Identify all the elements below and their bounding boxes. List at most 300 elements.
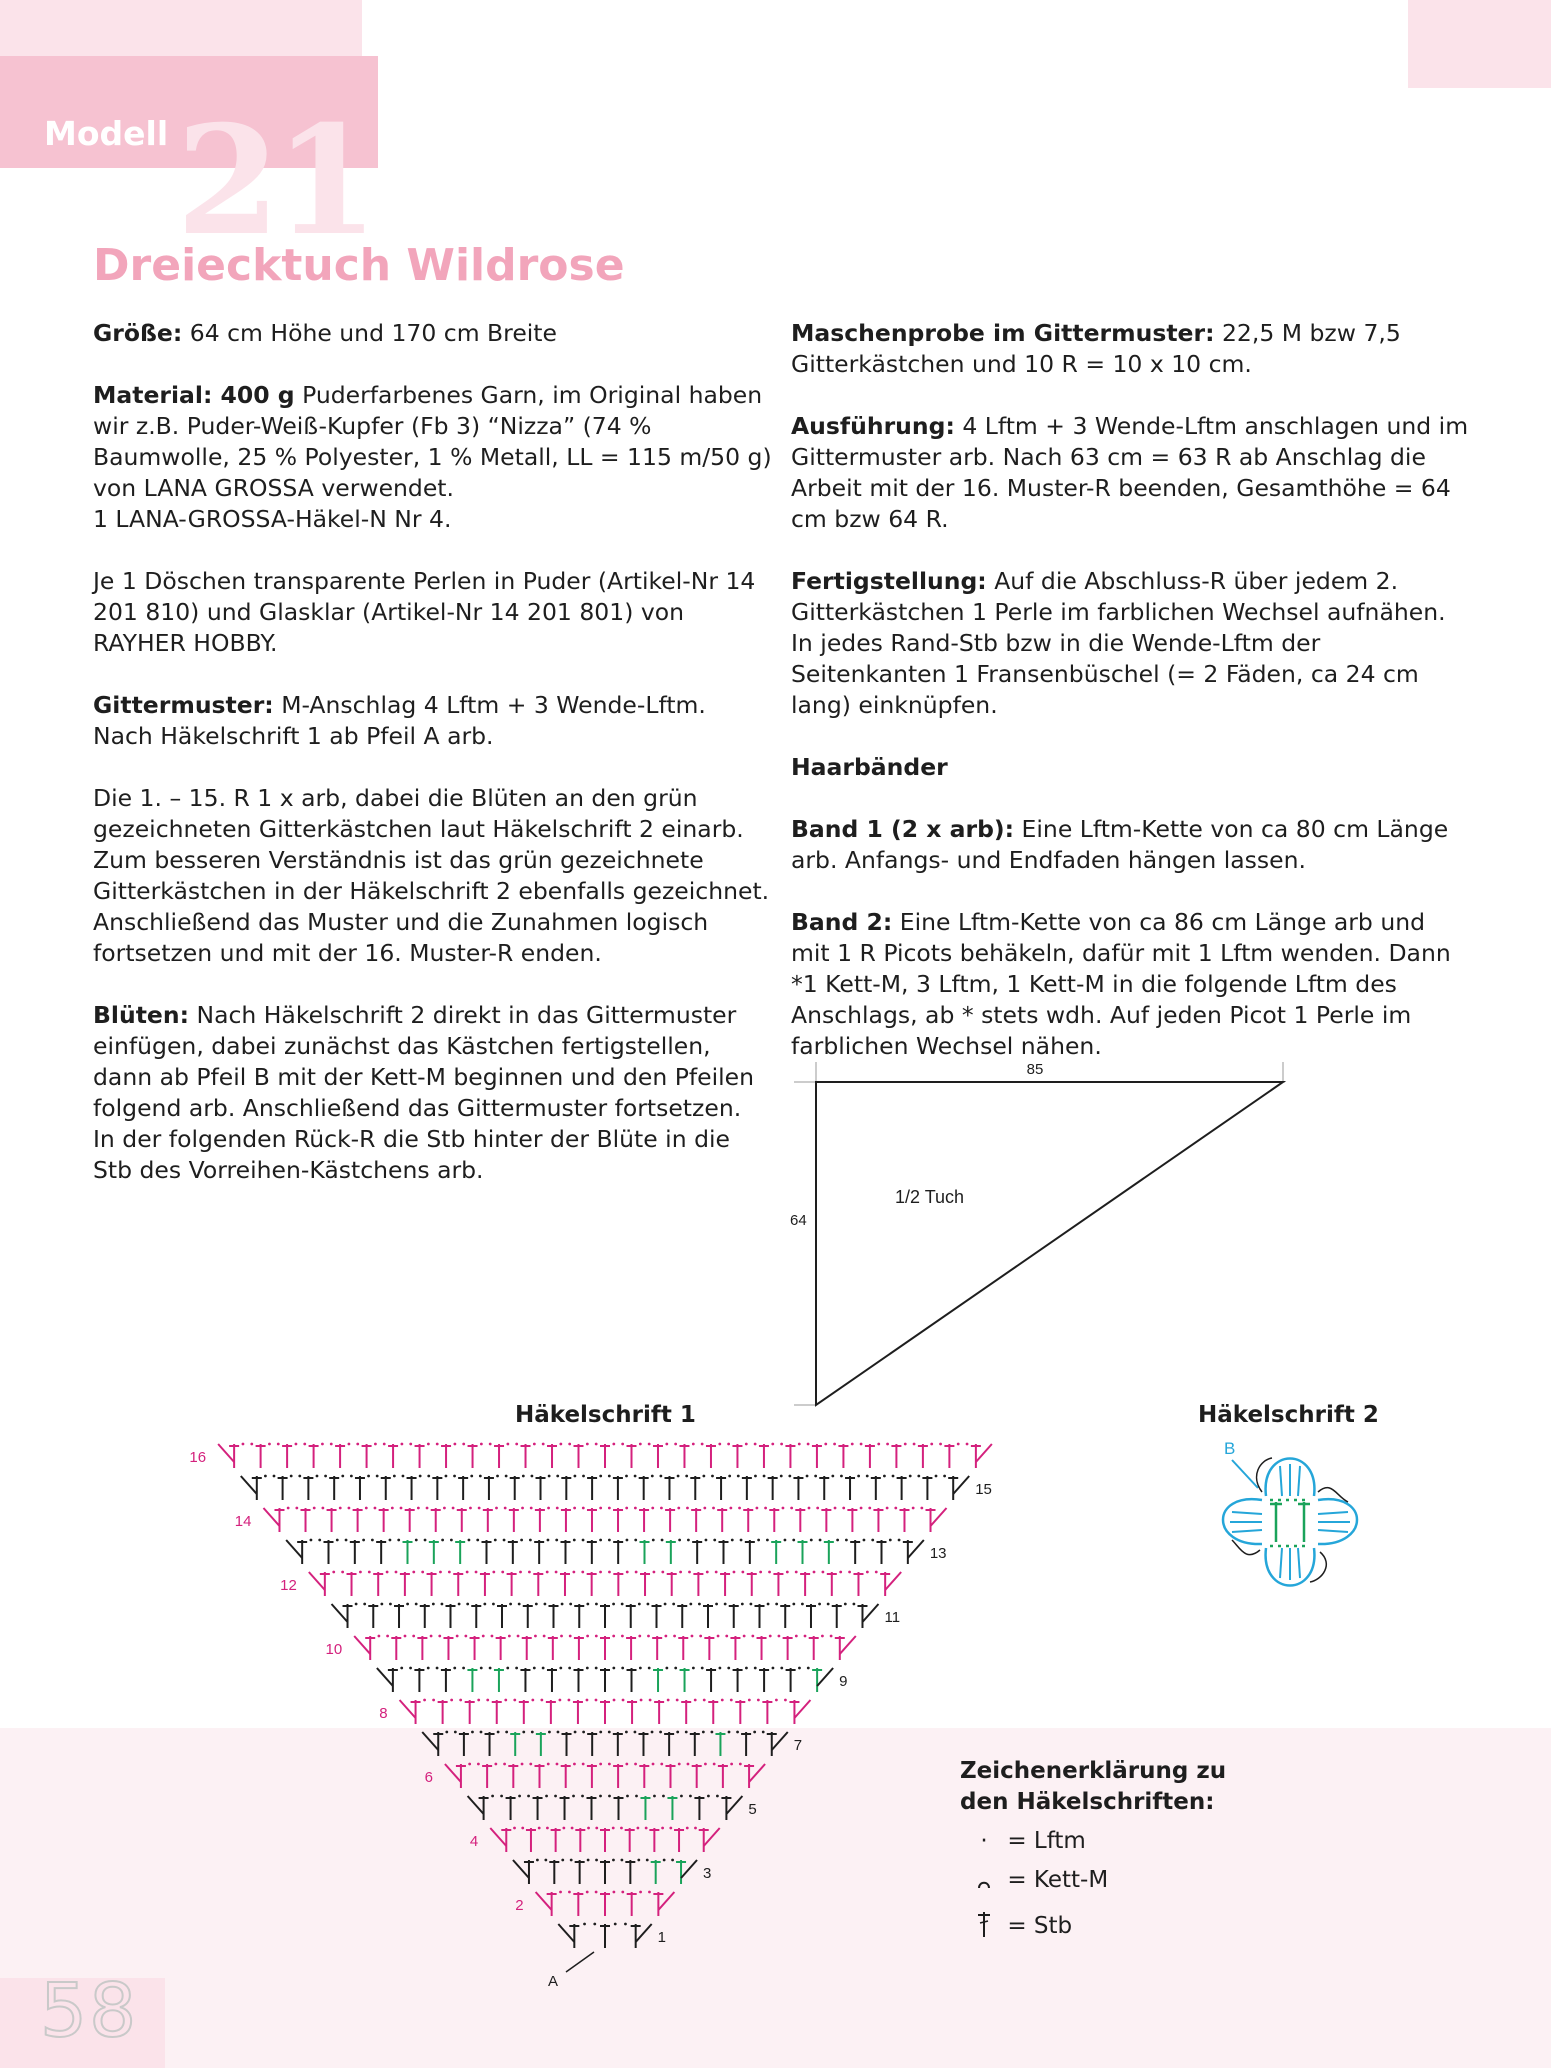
stitch-stb — [309, 1443, 333, 1468]
stitch-stb — [926, 1508, 936, 1532]
stitch-stb — [482, 1763, 506, 1788]
stitch-stb — [762, 1699, 786, 1724]
stitch-stb — [480, 1571, 504, 1596]
stitch-stb — [547, 1667, 571, 1692]
stitch-stb — [569, 1923, 596, 1948]
stitch-stb — [694, 1795, 718, 1820]
stitch-stb — [944, 1443, 968, 1468]
stitch-stb — [729, 1603, 753, 1628]
stitch-stb — [562, 1731, 586, 1756]
stitch-stb — [468, 1443, 492, 1468]
stitch-stb — [871, 1475, 895, 1500]
stitch-stb — [783, 1635, 807, 1660]
stitch-stb — [429, 1539, 453, 1564]
stitch-stb — [483, 1507, 507, 1532]
stitch-stb — [520, 1667, 544, 1692]
stitch-stb — [719, 1539, 743, 1564]
stitch-stb — [708, 1699, 732, 1724]
stitch-stb — [677, 1603, 701, 1628]
stitch-stb — [665, 1507, 689, 1532]
stitch-stb — [561, 1763, 585, 1788]
stitch-stb — [600, 1443, 624, 1468]
legend-title: Zeichenerklärung zu den Häkelschriften: — [960, 1758, 1227, 1815]
chart1-row — [422, 1731, 788, 1756]
stitch-stb — [922, 1475, 946, 1500]
stitch-stb — [715, 1731, 739, 1756]
band2-paragraph: Band 2: Eine Lftm-Kette von ca 86 cm Länge arb und mit 1 R Picots behäkeln, dafür mit 1 Lftm wenden. Dann *1 Kett-M, 3 Lftm, 1 Kett-M in die folgende Lftm des Anschlags, ab * stets wdh. Auf jeden Picot 1 Perle im farblichen Wechsel nähen. — [791, 908, 1451, 1060]
stitch-stb — [353, 1507, 377, 1532]
stitch-stb — [703, 1603, 727, 1628]
stitch-stb — [744, 1764, 754, 1788]
stitch-stb — [365, 1635, 389, 1660]
chart1-title: Häkelschrift 1 — [515, 1402, 696, 1428]
stitch-stb — [446, 1603, 470, 1628]
stitch-stb — [759, 1443, 783, 1468]
stitch-stb — [625, 1827, 648, 1852]
stitch-stb — [664, 1475, 688, 1500]
row-number-label: 7 — [793, 1737, 803, 1754]
stitch-stb — [845, 1475, 869, 1500]
stitch-stb — [717, 1507, 741, 1532]
stitch-stb — [600, 1635, 624, 1660]
stitch-stb — [667, 1795, 691, 1820]
stitch-stb — [690, 1731, 714, 1756]
stitch-stb — [720, 1571, 744, 1596]
stitch-stb — [809, 1635, 833, 1660]
stitch-stb — [838, 1443, 862, 1468]
chart2-arrow-label: B — [1224, 1439, 1236, 1458]
stitch-stb — [533, 1795, 557, 1820]
stitch-stb — [789, 1700, 799, 1724]
stitch-stb — [853, 1571, 877, 1596]
schematic-shape-label: 1/2 Tuch — [895, 1187, 965, 1207]
stitch-stb — [574, 1603, 598, 1628]
blueten-paragraph: Blüten: Nach Häkelschrift 2 direkt in das Gittermuster einfügen, dabei zunächst das Kästchen fertigstellen, dann ab Pfeil B mit der Kett-M beginnen und den Pfeilen folgend arb. Anschließend das Gittermuster fortsetzen. In der folgenden Rück-R die Stb hinter der Blüte in die Stb des Vorreihen-Kästchens arb. — [93, 1001, 755, 1184]
stitch-stb — [873, 1507, 897, 1532]
modell-label: Modell — [44, 114, 169, 153]
stitch-stb — [407, 1475, 431, 1500]
schematic-height-label: 64 — [790, 1212, 807, 1229]
stitch-stb — [613, 1795, 637, 1820]
row-number-label: 9 — [839, 1673, 848, 1690]
stitch-stb — [574, 1635, 598, 1660]
fertigstellung-paragraph: Fertigstellung: Auf die Abschluss-R über jedem 2. Gitterkästchen 1 Perle im farblichen Wechsel aufnähen. In jedes Rand-Stb bzw in die Wende-Lftm der Seitenkanten 1 Fransenbüschel (= 2 Fäden, ca 24 cm lang) einknüpfen. — [791, 567, 1446, 719]
legend-item-lftm: · = Lftm — [968, 1828, 1086, 1858]
stitch-stb — [759, 1667, 783, 1692]
stitch-stb — [613, 1763, 637, 1788]
stitch-stb — [721, 1796, 731, 1820]
flower-center-box — [1270, 1500, 1310, 1546]
row-number-label: 2 — [515, 1897, 524, 1914]
stitch-stb — [832, 1603, 856, 1628]
stitch-stb — [771, 1539, 795, 1564]
chart1-row — [468, 1795, 743, 1820]
stitch-stb — [549, 1603, 573, 1628]
stitch-stb — [536, 1475, 560, 1500]
stitch-stb — [665, 1763, 689, 1788]
stitch-stb — [362, 1443, 386, 1468]
stitch-stb — [376, 1539, 400, 1564]
stitch-stb — [549, 1859, 572, 1884]
stitch-stb — [536, 1731, 560, 1756]
stitch-stb — [547, 1891, 571, 1916]
stitch-stb — [667, 1571, 691, 1596]
stitch-stb — [535, 1763, 559, 1788]
stitch-stb — [627, 1667, 651, 1692]
stitch-stb — [613, 1507, 637, 1532]
row-number-label: 16 — [189, 1449, 207, 1466]
stitch-stb — [768, 1475, 792, 1500]
stitch-stb — [795, 1507, 819, 1532]
stitch-stb — [627, 1891, 651, 1916]
stitch-stb — [827, 1571, 851, 1596]
stitch-stb — [335, 1443, 359, 1468]
stitch-stb — [459, 1731, 483, 1756]
stitch-stb — [350, 1539, 374, 1564]
stitch-stb — [560, 1571, 584, 1596]
stitch-stb — [282, 1443, 306, 1468]
stitch-stb — [899, 1507, 923, 1532]
stitch-stb — [693, 1571, 717, 1596]
stitch-stb — [467, 1667, 491, 1692]
stitch-stb — [547, 1443, 571, 1468]
material-paragraph: Material: 400 g Puderfarbenes Garn, im Original haben wir z.B. Puder-Weiß-Kupfer (Fb 3) “Nizza” (74 % Baumwolle, 25 % Polyester, 1 % Metall, LL = 115 m/50 g) von LANA GROSSA verwendet. 1 LANA-GROSSA-Häkel-N Nr 4. — [93, 381, 772, 533]
chart1-row — [558, 1923, 651, 1948]
stitch-stb — [575, 1859, 598, 1884]
stitch-stb — [456, 1763, 480, 1788]
stitch-stb — [521, 1443, 545, 1468]
stitch-stb — [347, 1571, 371, 1596]
stitch-stb — [509, 1507, 533, 1532]
stitch-stb — [653, 1667, 677, 1692]
stitch-stb — [625, 1859, 648, 1884]
row-number-label: 10 — [325, 1641, 343, 1658]
row-number-label: 12 — [280, 1577, 297, 1594]
stitch-stb — [522, 1635, 546, 1660]
stitch-stb — [785, 1443, 809, 1468]
stitch-stb — [640, 1571, 664, 1596]
stitch-stb — [735, 1699, 759, 1724]
chart1-row — [241, 1475, 969, 1500]
stitch-stb — [600, 1827, 623, 1852]
legend-item-kett-m: = Kett-M — [968, 1867, 1108, 1897]
stitch-stb — [780, 1603, 804, 1628]
stitch-stb — [415, 1443, 439, 1468]
stitch-stb — [355, 1475, 379, 1500]
chart1-row — [377, 1667, 833, 1692]
haarbaender-heading: Haarbänder — [791, 753, 948, 781]
stitch-stb — [897, 1475, 921, 1500]
stitch-stb — [692, 1763, 716, 1788]
stitch-stb — [640, 1795, 664, 1820]
stitch-stb — [877, 1539, 901, 1564]
stitch-stb — [613, 1475, 637, 1500]
stitch-stb — [574, 1443, 598, 1468]
stitch-stb — [626, 1443, 650, 1468]
stitch-stb — [903, 1540, 913, 1564]
stitch-stb — [918, 1443, 942, 1468]
stitch-stb — [639, 1507, 663, 1532]
stitch-stb — [274, 1507, 298, 1532]
stitch-stb — [654, 1699, 678, 1724]
stitch-stb — [575, 1827, 598, 1852]
stitch-stb — [757, 1635, 781, 1660]
chart1-row — [490, 1827, 719, 1852]
stitch-stb — [730, 1635, 754, 1660]
schematic-width-label: 85 — [1026, 1061, 1044, 1078]
stitch-stb — [494, 1667, 518, 1692]
stitch-stb — [320, 1571, 344, 1596]
stitch-stb — [458, 1475, 482, 1500]
stitch-stb — [534, 1539, 558, 1564]
page-title: Dreiecktuch Wildrose — [93, 240, 625, 291]
stitch-stb — [691, 1507, 715, 1532]
stitch-stb — [402, 1539, 426, 1564]
chart1-row — [354, 1635, 856, 1660]
stitch-stb — [666, 1539, 690, 1564]
slip-stitch-icon — [968, 1867, 1000, 1893]
stitch-stb — [718, 1763, 742, 1788]
stitch-stb — [508, 1763, 532, 1788]
stitch-stb — [381, 1475, 405, 1500]
stitch-stb — [674, 1827, 697, 1852]
row-number-label: 6 — [424, 1769, 433, 1786]
stitch-stb — [479, 1795, 503, 1820]
stitch-stb — [971, 1444, 981, 1468]
stitch-stb — [754, 1603, 778, 1628]
row-number-label: 15 — [975, 1481, 992, 1498]
stitch-stb — [651, 1603, 675, 1628]
stitch-stb — [391, 1635, 415, 1660]
stitch-stb — [745, 1539, 769, 1564]
stitch-stb — [506, 1795, 530, 1820]
stitch-stb — [465, 1699, 489, 1724]
stitch-stb — [680, 1667, 704, 1692]
chart1-row — [513, 1859, 697, 1884]
crochet-chart-2 — [1210, 1436, 1390, 1616]
stitch-stb — [798, 1539, 822, 1564]
stitch-stb — [494, 1443, 518, 1468]
stitch-stb — [400, 1571, 424, 1596]
stitch-stb — [692, 1539, 716, 1564]
stitch-stb — [653, 1443, 677, 1468]
stitch-stb — [948, 1476, 958, 1500]
stitch-stb — [704, 1635, 728, 1660]
stitch-stb — [639, 1475, 663, 1500]
stitch-stb — [485, 1731, 509, 1756]
row-number-label: 5 — [748, 1801, 757, 1818]
stitch-stb — [653, 1892, 663, 1916]
stitch-stb — [793, 1475, 817, 1500]
stitch-stb — [627, 1699, 651, 1724]
stitch-stb — [497, 1603, 521, 1628]
row-number-label: 14 — [234, 1513, 252, 1530]
legend-item-stb: = Stb — [968, 1905, 1072, 1935]
rows-paragraph: Die 1. – 15. R 1 x arb, dabei die Blüten an den grün gezeichneten Gitterkästchen laut Häkelschrift 2 einarb. Zum besseren Verständnis ist das grün gezeichnete Gitterkästchen in der Häkelschrift 2 ebenfalls gezeichnet. Anschließend das Muster und die Zunahmen logisch fortsetzen und mit der 16. Muster-R enden. — [93, 784, 770, 967]
stitch-stb — [741, 1731, 765, 1756]
stitch-stb — [471, 1603, 495, 1628]
stitch-stb — [561, 1507, 585, 1532]
stitch-stb — [587, 1539, 611, 1564]
stitch-stb — [742, 1475, 766, 1500]
stitch-stb — [551, 1827, 574, 1852]
stitch-stb — [441, 1667, 465, 1692]
stitch-stb — [573, 1891, 597, 1916]
stitch-stb — [303, 1475, 327, 1500]
stitch-stb — [546, 1699, 570, 1724]
stitch-stb — [432, 1475, 456, 1500]
stitch-stb — [470, 1635, 494, 1660]
row-number-label: 11 — [884, 1609, 901, 1626]
stitch-stb — [613, 1731, 637, 1756]
stitch-stb — [600, 1859, 623, 1884]
groesse-paragraph: Größe: 64 cm Höhe und 170 cm Breite — [93, 319, 557, 347]
stitch-stb — [600, 1699, 624, 1724]
stitch-stb — [427, 1571, 451, 1596]
stitch-stb — [433, 1731, 457, 1756]
stitch-stb — [388, 1443, 412, 1468]
stitch-stb — [706, 1667, 730, 1692]
row-number-label: 3 — [703, 1865, 712, 1882]
stitch-stb — [507, 1571, 531, 1596]
stitch-stb — [769, 1507, 793, 1532]
chart1-row — [309, 1571, 901, 1596]
double-crochet-icon — [968, 1905, 1000, 1939]
stitch-stb — [323, 1539, 347, 1564]
stitch-stb — [587, 1731, 611, 1756]
stitch-stb — [368, 1603, 392, 1628]
stitch-stb — [561, 1475, 585, 1500]
stitch-stb — [524, 1859, 547, 1884]
stitch-stb — [484, 1475, 508, 1500]
stitch-stb — [508, 1539, 532, 1564]
stitch-stb — [417, 1635, 441, 1660]
stitch-stb — [526, 1827, 549, 1852]
flower-stitches — [1230, 1464, 1350, 1580]
stitch-stb — [640, 1539, 664, 1564]
stitch-stb — [501, 1827, 524, 1852]
stitch-stb — [706, 1443, 730, 1468]
stitch-stb — [812, 1668, 822, 1692]
stitch-stb — [732, 1443, 756, 1468]
stitch-stb — [373, 1571, 397, 1596]
stitch-stb — [651, 1859, 674, 1884]
row-number-label: 4 — [469, 1833, 479, 1850]
stitch-stb — [533, 1571, 557, 1596]
ausfuehrung-paragraph: Ausführung: 4 Lftm + 3 Wende-Lftm anschlagen und im Gittermuster arb. Nach 63 cm = 63 R ab Anschlag die Arbeit mit der 16. Muster-R beenden, Gesamthöhe = 64 cm bzw 64 R. — [791, 412, 1469, 533]
stitch-stb — [891, 1443, 915, 1468]
dot-icon: · — [980, 1828, 988, 1854]
stitch-stb — [676, 1860, 686, 1884]
chart1-row — [286, 1539, 924, 1564]
stitch-stb — [560, 1795, 584, 1820]
stitch-stb — [297, 1539, 321, 1564]
band1-paragraph: Band 1 (2 x arb): Eine Lftm-Kette von ca 80 cm Länge arb. Anfangs- und Endfaden hängen lassen. — [791, 815, 1449, 874]
stitch-stb — [690, 1475, 714, 1500]
stitch-stb — [481, 1539, 505, 1564]
stitch-stb — [639, 1763, 663, 1788]
stitch-stb — [699, 1828, 709, 1852]
chart1-row — [332, 1603, 879, 1628]
stitch-stb — [652, 1635, 676, 1660]
stitch-stb — [496, 1635, 520, 1660]
stitch-stb — [716, 1475, 740, 1500]
stitch-stb — [600, 1667, 624, 1692]
page-number: 58 — [40, 1968, 139, 2054]
stitch-stb — [492, 1699, 516, 1724]
chart1-arrow-a — [566, 1952, 594, 1972]
stitch-stb — [587, 1795, 611, 1820]
stitch-stb — [510, 1731, 534, 1756]
stitch-stb — [573, 1667, 597, 1692]
stitch-stb — [850, 1539, 874, 1564]
stitch-stb — [821, 1507, 845, 1532]
perlen-paragraph: Je 1 Döschen transparente Perlen in Puder (Artikel-Nr 14 201 810) und Glasklar (Artikel-Nr 14 201 801) von RAYHER HOBBY. — [93, 567, 756, 657]
chart1-arrow-label: A — [548, 1973, 559, 1990]
stitch-stb — [613, 1571, 637, 1596]
stitch-stb — [301, 1507, 325, 1532]
stitch-stb — [679, 1443, 703, 1468]
stitch-stb — [587, 1475, 611, 1500]
stitch-stb — [405, 1507, 429, 1532]
stitch-stb — [256, 1443, 280, 1468]
stitch-stb — [865, 1443, 889, 1468]
stitch-stb — [278, 1475, 302, 1500]
stitch-stb — [414, 1667, 438, 1692]
stitch-stb — [767, 1732, 777, 1756]
stitch-stb — [835, 1636, 845, 1660]
stitch-stb — [443, 1635, 467, 1660]
stitch-stb — [631, 1924, 641, 1948]
stitch-stb — [824, 1539, 848, 1564]
stitch-stb — [420, 1603, 444, 1628]
stitch-stb — [747, 1571, 771, 1596]
stitch-stb — [411, 1699, 435, 1724]
stitch-stb — [806, 1603, 830, 1628]
stitch-stb — [847, 1507, 871, 1532]
stitch-stb — [812, 1443, 836, 1468]
stitch-stb — [343, 1603, 367, 1628]
modell-number: 21 — [176, 93, 373, 269]
stitch-stb — [438, 1699, 462, 1724]
stitch-stb — [626, 1635, 650, 1660]
stitch-stb — [600, 1603, 624, 1628]
stitch-stb — [548, 1635, 572, 1660]
chart2-title: Häkelschrift 2 — [1198, 1402, 1379, 1428]
stitch-stb — [664, 1731, 688, 1756]
stitch-stb — [455, 1539, 479, 1564]
stitch-stb — [388, 1667, 412, 1692]
stitch-stb — [600, 1923, 627, 1948]
stitch-stb — [535, 1507, 559, 1532]
stitch-stb — [800, 1571, 824, 1596]
stitch-stb — [229, 1443, 253, 1468]
stitch-stb — [329, 1475, 353, 1500]
row-number-label: 1 — [657, 1929, 667, 1946]
stitch-stb — [773, 1571, 797, 1596]
chart1-row — [445, 1763, 765, 1788]
stitch-stb — [587, 1763, 611, 1788]
stitch-stb — [519, 1699, 543, 1724]
chart2-arrow-b — [1232, 1460, 1258, 1488]
chart1-row — [536, 1891, 675, 1916]
stitch-stb — [733, 1667, 757, 1692]
stitch-stb — [587, 1507, 611, 1532]
stitch-stb — [510, 1475, 534, 1500]
row-number-label: 13 — [929, 1545, 947, 1562]
stitch-stb — [880, 1572, 890, 1596]
stitch-stb — [743, 1507, 767, 1532]
